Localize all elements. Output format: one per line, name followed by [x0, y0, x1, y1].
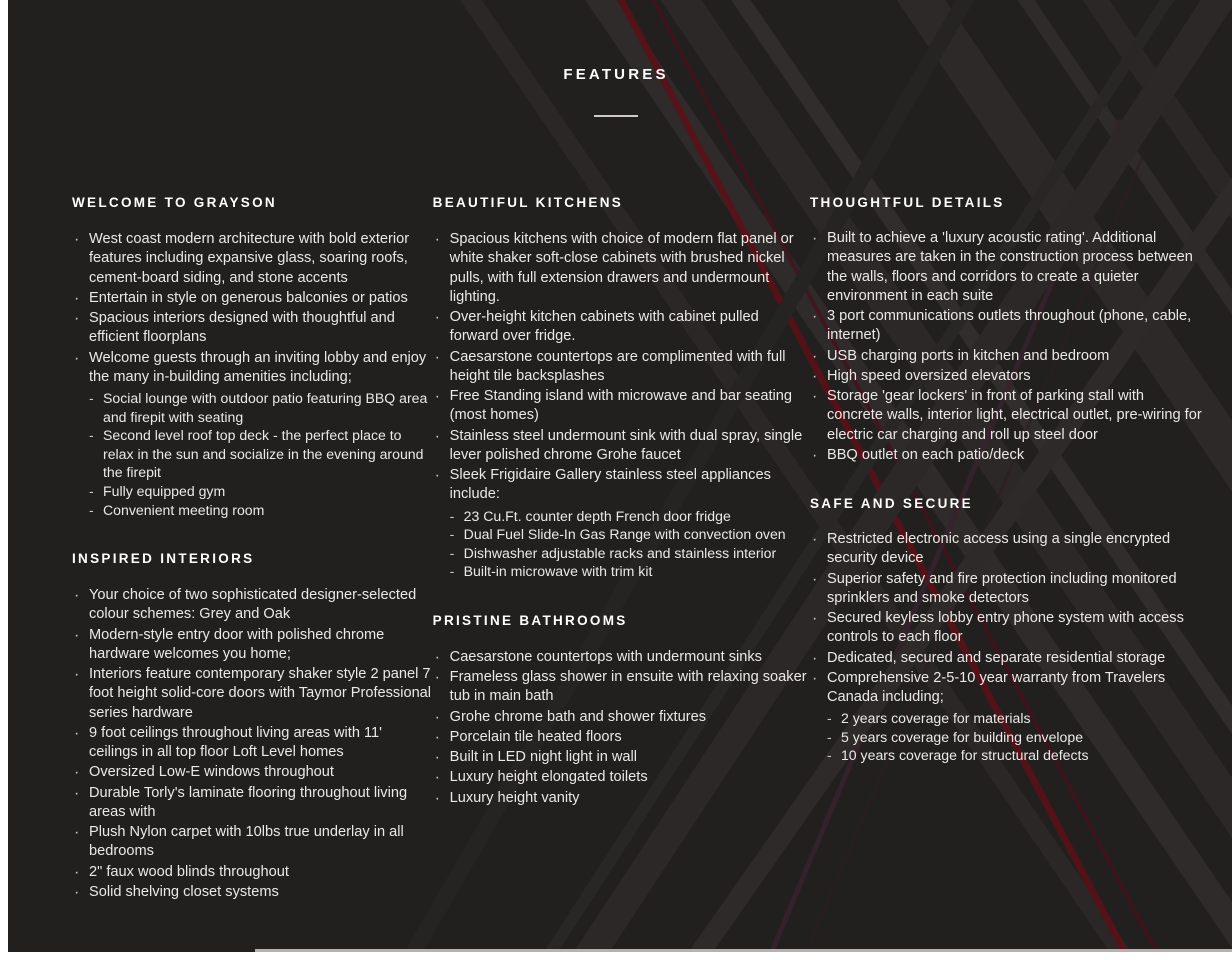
list-item-text: · Entertain in style on generous balconies or patios	[89, 289, 433, 308]
feature-list-kitchens	[433, 230, 810, 581]
list-item	[810, 570, 1202, 609]
list-item	[433, 230, 810, 307]
list-item	[72, 665, 433, 723]
list-item-text: · 3 port communications outlets throughout (phone, cable, internet)	[827, 307, 1202, 346]
sub-list-item	[827, 709, 1202, 728]
list-item	[72, 883, 433, 902]
list-item	[433, 387, 810, 426]
list-item	[433, 427, 810, 466]
sub-list-item	[89, 389, 433, 426]
list-item-text: · Interiors feature contemporary shaker style 2 panel 7 foot height solid-core doors with Taymor Professional series hardware	[89, 665, 433, 723]
list-item-text: · Modern-style entry door with polished chrome hardware welcomes you home;	[89, 626, 433, 665]
list-item-text: · Comprehensive 2-5-10 year warranty from Travelers Canada including;	[827, 669, 1202, 708]
list-item-text: · High speed oversized elevators	[827, 367, 1202, 386]
section-heading-beautiful-kitchens: BEAUTIFUL KITCHENS	[432, 195, 624, 210]
list-item-text: · Luxury height elongated toilets	[450, 768, 810, 787]
sub-list-item-text: - Dishwasher adjustable racks and stainless interior	[464, 544, 810, 563]
list-item	[810, 530, 1202, 569]
sub-list-item-text: - 5 years coverage for building envelope	[841, 728, 1202, 747]
list-item-text: · Built in LED night light in wall	[450, 748, 810, 767]
list-item-text: · Caesarstone countertops with undermount sinks	[450, 648, 810, 667]
list-item	[810, 446, 1202, 465]
list-item	[810, 307, 1202, 346]
sub-list-item	[450, 507, 810, 526]
list-item	[433, 668, 810, 707]
list-item-text: · Spacious kitchens with choice of modern flat panel or white shaker soft-close cabinets with brushed nickel pulls, with full extension drawers and undermount lighting.	[450, 230, 810, 307]
feature-list-details	[810, 229, 1202, 465]
list-item	[72, 724, 433, 763]
list-item-text: · Storage 'gear lockers' in front of parking stall with concrete walls, interior light, electrical outlet, pre-wiring for electric car charging and roll up steel door	[827, 387, 1202, 445]
sub-list-item-text: - Built-in microwave with trim kit	[464, 562, 810, 581]
sub-list-item-text: - Dual Fuel Slide-In Gas Range with convection oven	[464, 525, 810, 544]
sub-list-item	[827, 746, 1202, 765]
list-item	[72, 349, 433, 520]
sub-list-item	[450, 562, 810, 581]
sub-list-item-text: - 10 years coverage for structural defects	[841, 746, 1202, 765]
sub-list-item-text: - 23 Cu.Ft. counter depth French door fridge	[464, 507, 810, 526]
list-item-text: · Built to achieve a 'luxury acoustic rating'. Additional measures are taken in the construction process between the walls, floors and corridors to create a quieter environment in each suite	[827, 229, 1202, 306]
list-item	[72, 784, 433, 823]
sub-list	[89, 389, 433, 519]
section-heading-welcome: WELCOME TO GRAYSON	[72, 195, 277, 210]
list-item	[810, 347, 1202, 366]
list-item	[72, 626, 433, 665]
column-kitchens-bathrooms	[433, 195, 810, 903]
sub-list-item	[89, 482, 433, 501]
list-item-text: · Spacious interiors designed with thoughtful and efficient floorplans	[89, 309, 433, 348]
list-item-text: · Stainless steel undermount sink with dual spray, single lever polished chrome Grohe faucet	[450, 427, 810, 466]
section-heading-pristine-bathrooms: PRISTINE BATHROOMS	[432, 612, 628, 628]
list-item	[810, 387, 1202, 445]
list-item	[433, 768, 810, 787]
list-item	[72, 823, 433, 862]
list-item	[433, 789, 810, 808]
features-columns	[0, 117, 1232, 903]
sub-list-item-text: - Second level roof top deck - the perfect place to relax in the sun and socialize in the evening around the firepit	[103, 426, 433, 482]
list-item	[72, 309, 433, 348]
list-item-text: · Plush Nylon carpet with 10lbs true underlay in all bedrooms	[89, 823, 433, 862]
sub-list-item	[89, 501, 433, 520]
section-heading-safe-and-secure: SAFE AND SECURE	[809, 496, 973, 511]
list-item-text: · 2" faux wood blinds throughout	[89, 863, 433, 882]
list-item-text: · BBQ outlet on each patio/deck	[827, 446, 1202, 465]
list-item	[433, 728, 810, 747]
list-item-text: · Caesarstone countertops are complimented with full height tile backsplashes	[450, 348, 810, 387]
feature-list-welcome	[72, 230, 433, 519]
list-item	[810, 669, 1202, 765]
feature-list-bathrooms	[433, 648, 810, 808]
sub-list	[827, 709, 1202, 765]
list-item-text: · Luxury height vanity	[450, 789, 810, 808]
list-item	[810, 229, 1202, 306]
list-item	[72, 289, 433, 308]
list-item-text: · Superior safety and fire protection including monitored sprinklers and smoke detectors	[827, 570, 1202, 609]
list-item	[810, 609, 1202, 648]
sub-list-item-text: - 2 years coverage for materials	[841, 709, 1202, 728]
list-item	[72, 230, 433, 288]
list-item	[810, 649, 1202, 668]
list-item-text: · Dedicated, secured and separate residential storage	[827, 649, 1202, 668]
list-item	[433, 708, 810, 727]
list-item-text: · USB charging ports in kitchen and bedroom	[827, 347, 1202, 366]
sub-list-item	[827, 728, 1202, 747]
list-item-text: · Welcome guests through an inviting lobby and enjoy the many in-building amenities including;	[89, 349, 433, 388]
sub-list	[450, 507, 810, 581]
column-welcome	[48, 195, 433, 903]
list-item-text: · Oversized Low-E windows throughout	[89, 763, 433, 782]
list-item-text: · Your choice of two sophisticated designer-selected colour schemes: Grey and Oak	[89, 586, 433, 625]
list-item-text: · Solid shelving closet systems	[89, 883, 433, 902]
list-item-text: · Frameless glass shower in ensuite with relaxing soaker tub in main bath	[450, 668, 810, 707]
list-item	[72, 863, 433, 882]
sub-list-item	[89, 426, 433, 482]
list-item-text: · Free Standing island with microwave and bar seating (most homes)	[450, 387, 810, 426]
list-item-text: · Over-height kitchen cabinets with cabinet pulled forward over fridge.	[450, 308, 810, 347]
list-item-text: · Restricted electronic access using a single encrypted security device	[827, 530, 1202, 569]
list-item	[72, 586, 433, 625]
sub-list-item	[450, 525, 810, 544]
feature-list-inspired-interiors	[72, 586, 433, 902]
list-item-text: · 9 foot ceilings throughout living areas with 11' ceilings in all top floor Loft Level homes	[89, 724, 433, 763]
list-item	[433, 348, 810, 387]
section-heading-inspired-interiors: INSPIRED INTERIORS	[72, 551, 255, 567]
list-item-text: · Grohe chrome bath and shower fixtures	[450, 708, 810, 727]
list-item-text: · Sleek Frigidaire Gallery stainless steel appliances include:	[450, 466, 810, 505]
list-item-text: · Secured keyless lobby entry phone system with access controls to each floor	[827, 609, 1202, 648]
bottom-white-edge	[0, 952, 1232, 960]
list-item	[72, 763, 433, 782]
list-item	[433, 648, 810, 667]
list-item-text: · West coast modern architecture with bold exterior features including expansive glass, soaring roofs, cement-board siding, and stone accents	[89, 230, 433, 288]
list-item	[810, 367, 1202, 386]
list-item	[433, 466, 810, 581]
list-item	[433, 308, 810, 347]
page-title: FEATURES	[563, 66, 669, 83]
feature-list-security	[810, 530, 1202, 765]
column-details-security	[810, 195, 1202, 903]
list-item-text: · Porcelain tile heated floors	[450, 728, 810, 747]
list-item	[433, 748, 810, 767]
list-item-text: · Durable Torly's laminate flooring throughout living areas with	[89, 784, 433, 823]
sub-list-item-text: - Social lounge with outdoor patio featuring BBQ area and firepit with seating	[103, 389, 433, 426]
section-heading-thoughtful-details: THOUGHTFUL DETAILS	[809, 195, 1005, 210]
sub-list-item	[450, 544, 810, 563]
sub-list-item-text: - Convenient meeting room	[103, 501, 433, 520]
sub-list-item-text: - Fully equipped gym	[103, 482, 433, 501]
